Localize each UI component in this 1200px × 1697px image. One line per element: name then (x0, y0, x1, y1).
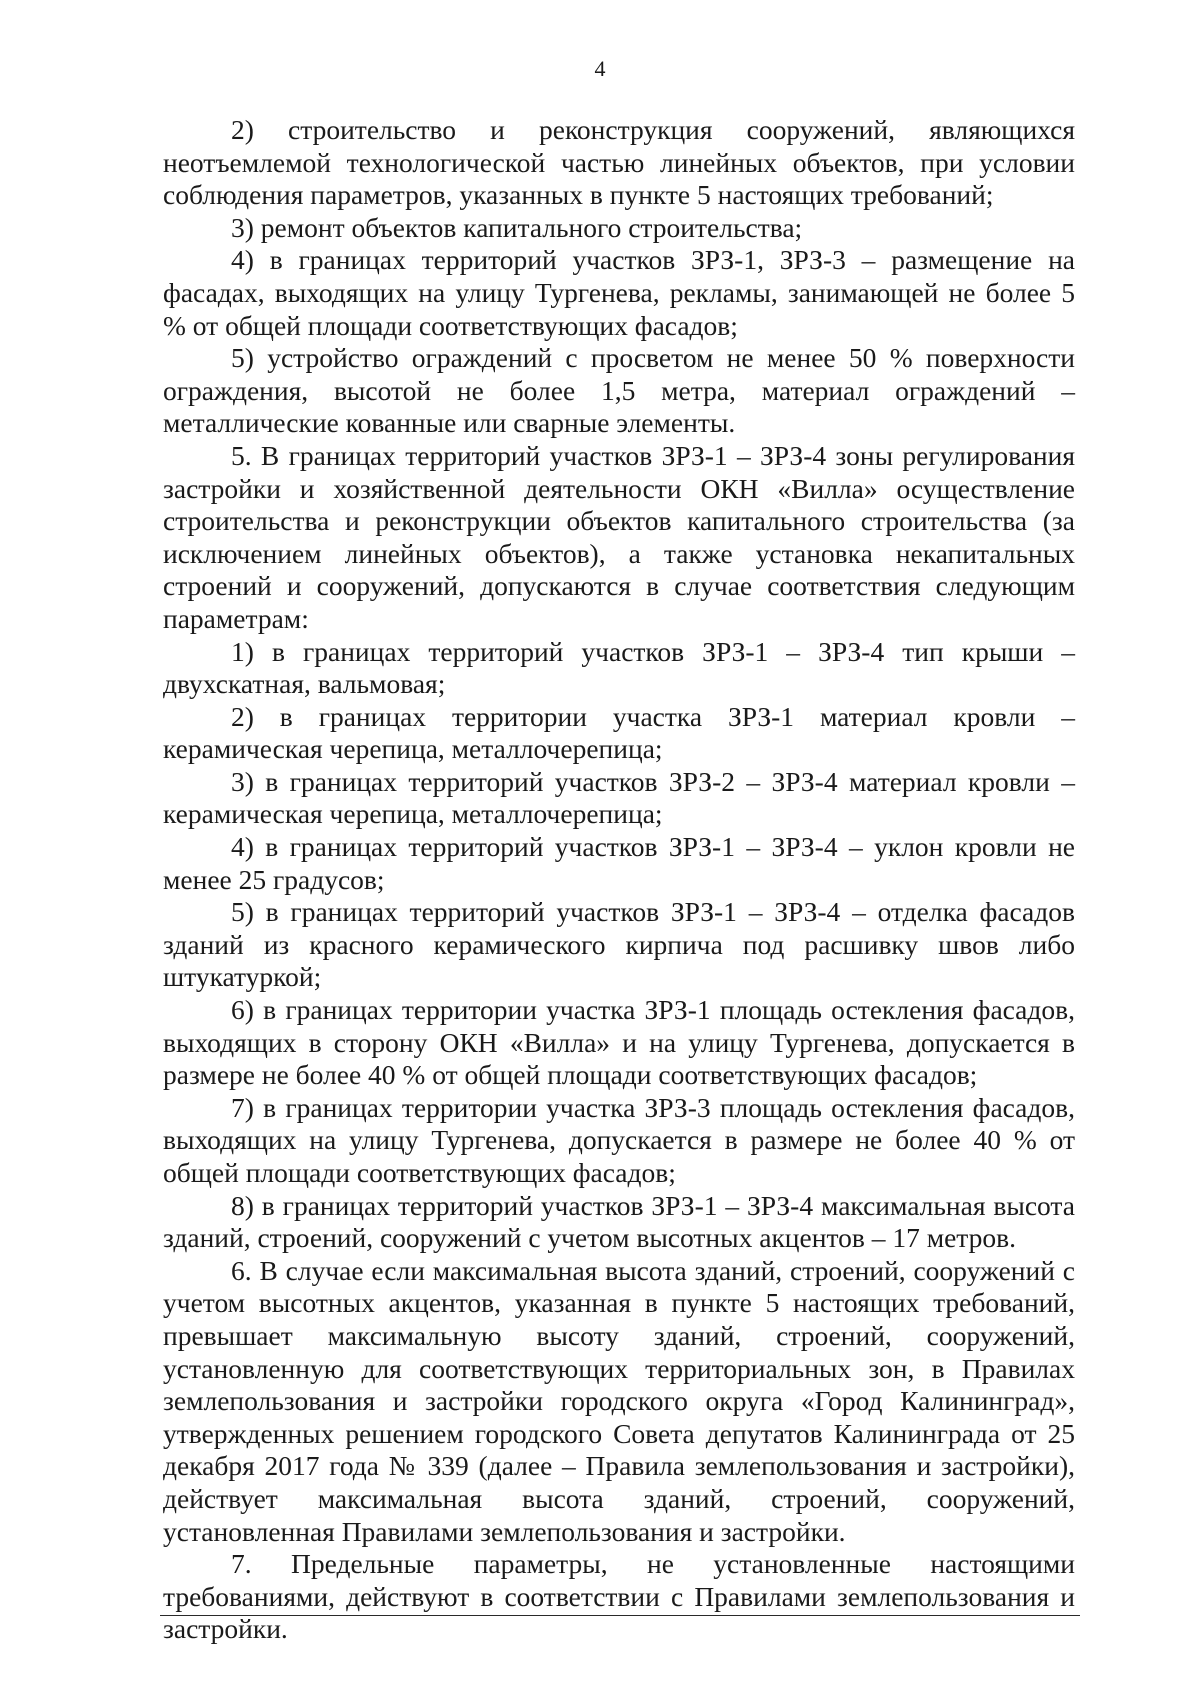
paragraph-3-repair: 3) ремонт объектов капитального строительства; (231, 211, 803, 243)
param-4-roof-slope: 4) в границах территорий участков ЗРЗ-1 – ЗРЗ-4 – уклон кровли не менее 25 градусов; (163, 831, 1075, 895)
param-5-facade-finish: 5) в границах территорий участков ЗРЗ-1 – ЗРЗ-4 – отделка фасадов зданий из красного керамического кирпича под расшивку швов либо штукатуркой; (163, 896, 1075, 993)
param-1-roof-type: 1) в границах территорий участков ЗРЗ-1 – ЗРЗ-4 тип крыши – двухскатная, вальмовая; (163, 635, 1075, 700)
document-body (163, 114, 1075, 1646)
section-6-height-rules: 6. В случае если максимальная высота зданий, строений, сооружений с учетом высотных акцентов, указанная в пункте 5 настоящих требований, превышает максимальную высоту зданий, строений, сооружений, установленную для соответствующих территориальных зон, в Правилах землепользования и застройки городского округа «Город Калининград», утвержденных решением городского Совета депутатов Калининграда от 25 декабря 2017 года № 339 (далее – Правила землепользования и застройки), действует максимальная высота зданий, строений, сооружений, установленная Правилами землепользования и застройки. (163, 1254, 1075, 1547)
footer-divider-line (160, 1615, 1080, 1616)
param-2-roof-material-zrz1: 2) в границах территории участка ЗРЗ-1 материал кровли – керамическая черепица, металлочерепица; (163, 700, 1075, 765)
paragraph-5-fences: 5) устройство ограждений с просветом не менее 50 % поверхности ограждения, высотой не более 1,5 метра, материал ограждений – металлические кованные или сварные элементы. (163, 342, 1075, 439)
section-5-parameters: 5. В границах территорий участков ЗРЗ-1 – ЗРЗ-4 зоны регулирования застройки и хозяйственной деятельности ОКН «Вилла» осуществление строительства и реконструкции объектов капитального строительства (за исключением линейных объектов), а также установка некапитальных строений и сооружений, допускаются в случае соответствия следующим параметрам: (163, 439, 1075, 634)
param-7-glazing-zrz3: 7) в границах территории участка ЗРЗ-3 площадь остекления фасадов, выходящих на улицу Тургенева, допускается в размере не более 40 % от общей площади соответствующих фасадов; (163, 1091, 1075, 1188)
page-number: 4 (594, 56, 606, 81)
paragraph-2-line-construction: 2) строительство и реконструкция сооружений, являющихся неотъемлемой технологической частью линейных объектов, при условии соблюдения параметров, указанных в пункте 5 настоящих требований; (163, 114, 1075, 211)
param-3-roof-material-zrz2-4: 3) в границах территорий участков ЗРЗ-2 – ЗРЗ-4 материал кровли – керамическая черепица, металлочерепица; (163, 765, 1075, 830)
param-6-glazing-zrz1: 6) в границах территории участка ЗРЗ-1 площадь остекления фасадов, выходящих в сторону ОКН «Вилла» и на улицу Тургенева, допускается в размере не более 40 % от общей площади соответствующих фасадов; (163, 994, 1075, 1091)
paragraph-4-advertising: 4) в границах территорий участков ЗРЗ-1, ЗРЗ-3 – размещение на фасадах, выходящих на улицу Тургенева, рекламы, занимающей не более 5 % от общей площади соответствующих фасадов; (163, 244, 1075, 341)
param-8-max-height: 8) в границах территорий участков ЗРЗ-1 – ЗРЗ-4 максимальная высота зданий, строений, сооружений с учетом высотных акцентов – 17 метров. (163, 1189, 1075, 1254)
section-7-other-parameters: 7. Предельные параметры, не установленные настоящими требованиями, действуют в соответствии с Правилами землепользования и застройки. (163, 1548, 1075, 1645)
